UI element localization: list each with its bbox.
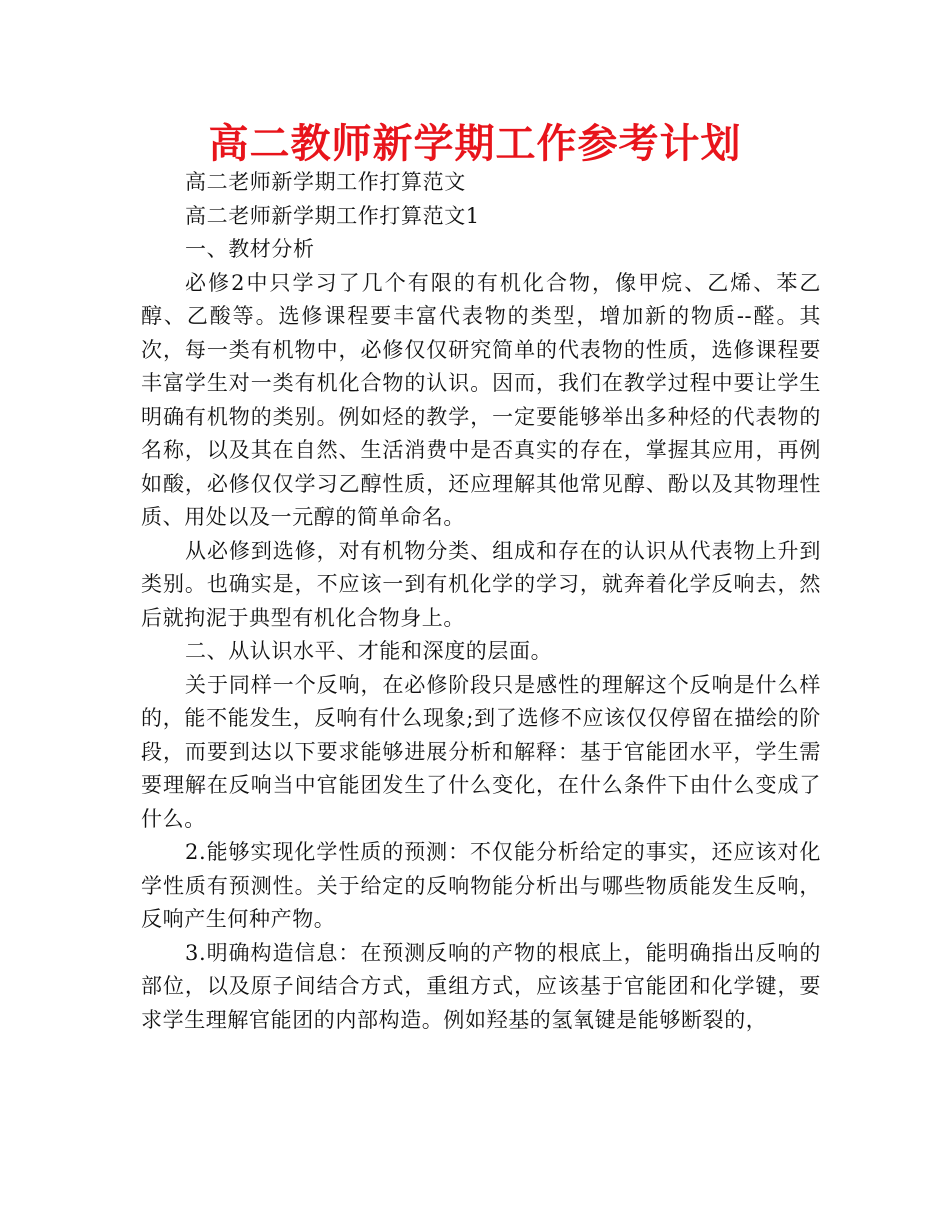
paragraph-required-to-elective: 从必修到选修，对有机物分类、组成和存在的认识从代表物上升到类别。也确实是，不应该一到有机化学的学习，就奔着化学反响去，然后就拘泥于典型有机化合物身上。	[141, 538, 821, 630]
heading-textbook-analysis: 一、教材分析	[185, 237, 315, 261]
document-title: 高二教师新学期工作参考计划	[208, 121, 742, 167]
heading-cognitive-level: 二、从认识水平、才能和深度的层面。	[185, 639, 553, 663]
paragraph-subtitle: 高二老师新学期工作打算范文	[185, 170, 466, 194]
paragraph-required-course: 必修2中只学习了几个有限的有机化合物，像甲烷、乙烯、苯乙醇、乙酸等。选修课程要丰富代表物的类型，增加新的物质--醛。其次，每一类有机物中，必修仅仅研究简单的代表物的性质，选修课程要丰富学生对一类有机化合物的认识。因而，我们在教学过程中要让学生明确有机物的类别。例如烃的教学，一定要能够举出多种烃的代表物的名称，以及其在自然、生活消费中是否真实的存在，掌握其应用，再例如酸，必修仅仅学习乙醇性质，还应理解其他常见醇、酚以及其物理性质、用处以及一元醇的简单命名。	[141, 270, 821, 529]
paragraph-same-reaction: 关于同样一个反响，在必修阶段只是感性的理解这个反响是什么样的，能不能发生，反响有什么现象;到了选修不应该仅仅停留在描绘的阶段，而要到达以下要求能够进展分析和解释：基于官能团水平，学生需要理解在反响当中官能团发生了什么变化，在什么条件下由什么变成了什么。	[141, 672, 821, 831]
paragraph-structure-info: 3.明确构造信息：在预测反响的产物的根底上，能明确指出反响的部位，以及原子间结合方式，重组方式，应该基于官能团和化学键，要求学生理解官能团的内部构造。例如羟基的氢氧键是能够断裂的，	[141, 940, 821, 1032]
paragraph-section-label: 高二老师新学期工作打算范文1	[185, 203, 480, 228]
document-body	[141, 166, 821, 1037]
paragraph-predict-properties: 2.能够实现化学性质的预测：不仅能分析给定的事实，还应该对化学性质有预测性。关于给定的反响物能分析出与哪些物质能发生反响，反响产生何种产物。	[141, 840, 821, 931]
